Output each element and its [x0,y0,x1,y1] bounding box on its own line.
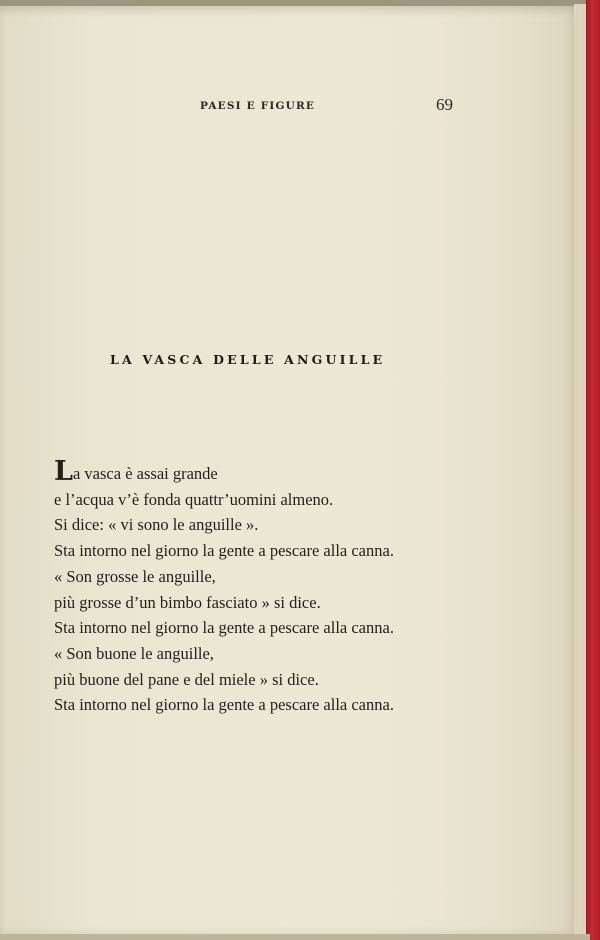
page-number: 69 [436,95,453,114]
poem-line-7: Sta intorno nel giorno la gente a pescare alla canna. [54,618,394,638]
poem-line-3: Si dice: « vi sono le anguille ». [54,515,259,535]
poem-line-6: più grosse d’un bimbo fasciato » si dice. [54,592,321,612]
poem-line-5: « Son grosse le anguille, [54,566,216,586]
poem-line-1-text: a vasca è assai grande [72,464,218,483]
book-page [0,6,578,934]
poem-title: LA VASCA DELLE ANGUILLE [110,352,386,367]
red-cover-edge [586,0,600,940]
poem-line-2: e l’acqua v’è fonda quattr’uomini almeno. [54,489,334,509]
poem-line-10: Sta intorno nel giorno la gente a pescare alla canna. [54,695,394,715]
drop-cap: L [54,456,73,487]
poem-line-1 [54,456,494,487]
poem-line-4: Sta intorno nel giorno la gente a pescare alla canna. [54,541,394,561]
running-head: PAESI E FIGURE [200,100,316,112]
bottom-edge [0,934,590,940]
poem-line-8: « Son buone le anguille, [54,643,214,663]
poem-body [54,456,494,718]
poem-line-9: più buone del pane e del miele » si dice. [54,669,319,689]
